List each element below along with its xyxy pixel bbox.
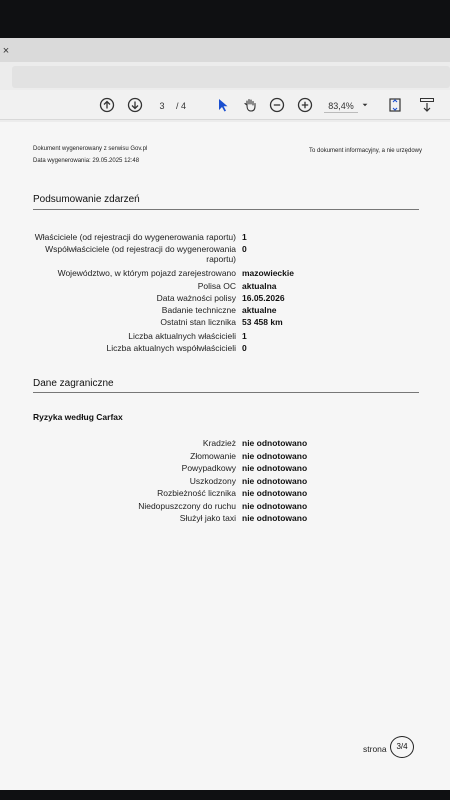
zoom-in-button[interactable] <box>296 96 314 114</box>
tab-strip <box>0 38 450 62</box>
summary-value: 16.05.2026 <box>242 293 285 303</box>
select-tool-button[interactable] <box>214 96 232 114</box>
summary-value: aktualna <box>242 281 277 291</box>
section-title-foreign: Dane zagraniczne <box>33 378 114 389</box>
summary-value: 0 <box>242 343 247 353</box>
summary-value: aktualne <box>242 305 277 315</box>
header-date: Data wygenerowania: 29.05.2025 12:48 <box>33 158 140 164</box>
close-tab-icon[interactable]: × <box>2 45 10 57</box>
summary-label: Data ważności polisy <box>156 293 236 303</box>
carfax-value: nie odnotowano <box>242 438 308 448</box>
summary-value: mazowieckie <box>242 268 294 278</box>
carfax-label: Uszkodzony <box>189 475 236 486</box>
download-button[interactable] <box>418 96 436 114</box>
pdf-page <box>0 122 450 790</box>
next-page-button[interactable] <box>126 96 144 114</box>
zoom-in-icon <box>297 97 313 113</box>
carfax-value: nie odnotowano <box>242 475 308 486</box>
previous-page-button[interactable] <box>98 96 116 114</box>
download-icon <box>419 97 435 113</box>
summary-value: 1 <box>242 331 247 341</box>
arrow-down-circle-icon <box>127 97 143 113</box>
fit-page-button[interactable] <box>384 96 406 114</box>
summary-label: Właściciele (od rejestracji do wygenerowania raportu) <box>34 232 236 242</box>
section-title-summary: Podsumowanie zdarzeń <box>33 194 140 205</box>
section-divider <box>33 209 419 210</box>
page-number-input[interactable]: 3 <box>159 101 165 111</box>
hand-tool-button[interactable] <box>240 96 260 114</box>
pdf-toolbar <box>0 90 450 120</box>
summary-label: Województwo, w którym pojazd zarejestrowano <box>57 268 236 278</box>
zoom-dropdown-arrow[interactable] <box>360 96 370 114</box>
summary-label-continued: raportu) <box>206 254 236 264</box>
carfax-label: Złomowanie <box>190 450 236 461</box>
carfax-label: Rozbieżność licznika <box>157 488 236 498</box>
summary-label: Badanie techniczne <box>161 305 236 315</box>
summary-label: Współwłaściciele (od rejestracji do wygenerowania <box>45 244 236 254</box>
carfax-label: Niedopuszczony do ruchu <box>138 500 236 511</box>
carfax-title: Ryzyka według Carfax <box>33 412 123 422</box>
footer-page-badge: 3/4 <box>390 736 414 758</box>
zoom-level-dropdown[interactable]: 83,4% <box>324 99 358 113</box>
carfax-value: nie odnotowano <box>242 500 308 511</box>
summary-label: Liczba aktualnych właścicieli <box>128 331 236 341</box>
summary-value: 53 458 km <box>242 317 283 327</box>
summary-value: 0 <box>242 244 247 254</box>
chevron-down-icon <box>361 101 369 109</box>
address-bar[interactable] <box>12 66 450 88</box>
carfax-value: nie odnotowano <box>242 450 308 461</box>
summary-label: Ostatni stan licznika <box>160 317 236 327</box>
section-divider <box>33 392 419 393</box>
carfax-label: Powypadkowy <box>181 463 236 473</box>
carfax-value: nie odnotowano <box>242 463 308 473</box>
carfax-label: Kradzież <box>202 438 236 448</box>
carfax-label: Służył jako taxi <box>179 513 236 523</box>
summary-label: Polisa OC <box>197 281 236 291</box>
pointer-icon <box>215 97 231 113</box>
hand-icon <box>242 97 258 113</box>
footer-page-label: strona <box>363 744 387 754</box>
browser-window <box>0 38 450 790</box>
header-disclaimer: To dokument informacyjny, a nie urzędowy <box>309 148 422 154</box>
fit-page-icon <box>387 97 403 113</box>
carfax-value: nie odnotowano <box>242 513 308 523</box>
carfax-value: nie odnotowano <box>242 488 308 498</box>
zoom-out-icon <box>269 97 285 113</box>
arrow-up-circle-icon <box>99 97 115 113</box>
page-total: / 4 <box>176 101 187 111</box>
header-source: Dokument wygenerowany z serwisu Gov.pl <box>33 146 148 152</box>
zoom-out-button[interactable] <box>268 96 286 114</box>
summary-value: 1 <box>242 232 247 242</box>
summary-label: Liczba aktualnych współwłaścicieli <box>106 343 236 353</box>
